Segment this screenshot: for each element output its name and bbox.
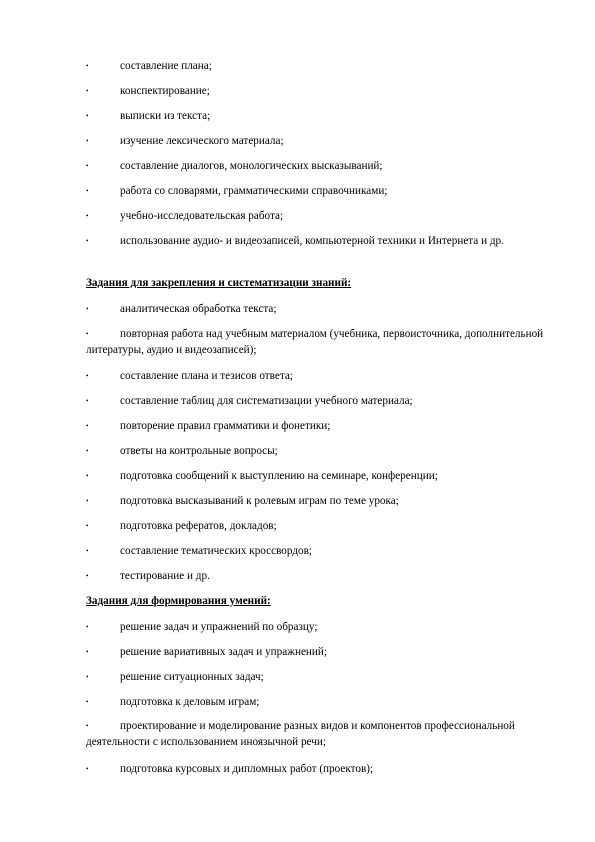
bullet-icon: • [86, 212, 89, 220]
list-item [86, 569, 546, 585]
list-item [86, 762, 546, 778]
list-item-text: решение ситуационных задач; [120, 671, 264, 683]
list-item [86, 695, 546, 711]
list-item [86, 134, 546, 150]
section-heading: Задания для закрепления и систематизации знаний: [86, 277, 352, 289]
bullet-icon: • [86, 62, 89, 70]
bullet-icon: • [86, 422, 89, 430]
bullet-icon: • [86, 137, 89, 145]
list-item [86, 469, 546, 485]
list-item [86, 59, 546, 75]
bullet-icon: • [86, 722, 89, 730]
bullet-icon: • [86, 330, 89, 338]
bullet-icon: • [86, 87, 89, 95]
list-item [86, 84, 546, 100]
bullet-icon: • [86, 698, 89, 706]
list-item [86, 419, 546, 435]
bullet-icon: • [86, 372, 89, 380]
list-item-text: составление плана и тезисов ответа; [120, 370, 293, 382]
list-item-text: подготовка курсовых и дипломных работ (проектов); [120, 763, 374, 775]
list-item [86, 109, 546, 125]
list-item [86, 645, 546, 661]
bullet-icon: • [86, 397, 89, 405]
list-item [86, 620, 546, 636]
list-item [86, 394, 546, 410]
list-item-text: аналитическая обработка текста; [120, 303, 277, 315]
list-item [86, 494, 546, 510]
list-item [86, 444, 546, 460]
list-item [86, 719, 546, 750]
list-item-text: ответы на контрольные вопросы; [120, 445, 278, 457]
list-item-text: повторная работа над учебным материалом (учебника, первоисточника, дополнительной литературы, аудио и видеозаписей); [86, 328, 544, 356]
list-item-text: повторение правил грамматики и фонетики; [120, 420, 331, 432]
bullet-icon: • [86, 447, 89, 455]
list-item-text: подготовка к деловым играм; [120, 696, 260, 708]
bullet-icon: • [86, 547, 89, 555]
list-item-text: выписки из текста; [120, 110, 211, 122]
list-item-text: подготовка рефератов, докладов; [120, 520, 277, 532]
list-item-text: работа со словарями, грамматическими справочниками; [120, 185, 388, 197]
list-item [86, 209, 546, 225]
list-item-text: решение вариативных задач и упражнений; [120, 646, 327, 658]
bullet-icon: • [86, 305, 89, 313]
list-item-text: составление диалогов, монологических высказываний; [120, 160, 383, 172]
list-item [86, 184, 546, 200]
list-item [86, 302, 546, 318]
bullet-icon: • [86, 765, 89, 773]
list-item [86, 159, 546, 175]
list-item-text: составление тематических кроссвордов; [120, 545, 313, 557]
section-heading: Задания для формирования умений: [86, 595, 271, 607]
bullet-icon: • [86, 162, 89, 170]
bullet-icon: • [86, 648, 89, 656]
bullet-icon: • [86, 112, 89, 120]
list-item-text: подготовка сообщений к выступлению на семинаре, конференции; [120, 470, 438, 482]
list-item-text: составление плана; [120, 60, 212, 72]
list-item-text: тестирование и др. [120, 570, 210, 582]
list-item [86, 670, 546, 686]
bullet-icon: • [86, 623, 89, 631]
list-item [86, 519, 546, 535]
list-item [86, 544, 546, 560]
bullet-icon: • [86, 472, 89, 480]
list-item [86, 327, 546, 358]
bullet-icon: • [86, 497, 89, 505]
bullet-icon: • [86, 572, 89, 580]
list-item [86, 369, 546, 385]
bullet-icon: • [86, 187, 89, 195]
list-item-text: учебно-исследовательская работа; [120, 210, 284, 222]
list-item-text: конспектирование; [120, 85, 210, 97]
bullet-icon: • [86, 522, 89, 530]
bullet-icon: • [86, 237, 89, 245]
list-item [86, 234, 546, 250]
list-item-text: изучение лексического материала; [120, 135, 284, 147]
list-item-text: использование аудио- и видеозаписей, компьютерной техники и Интернета и др. [120, 235, 504, 247]
list-item-text: решение задач и упражнений по образцу; [120, 621, 318, 633]
list-item-text: проектирование и моделирование разных видов и компонентов профессиональной деятельности с использованием иноязычной речи; [86, 720, 515, 748]
bullet-icon: • [86, 673, 89, 681]
list-item-text: подготовка высказываний к ролевым играм по теме урока; [120, 495, 399, 507]
list-item-text: составление таблиц для систематизации учебного материала; [120, 395, 413, 407]
